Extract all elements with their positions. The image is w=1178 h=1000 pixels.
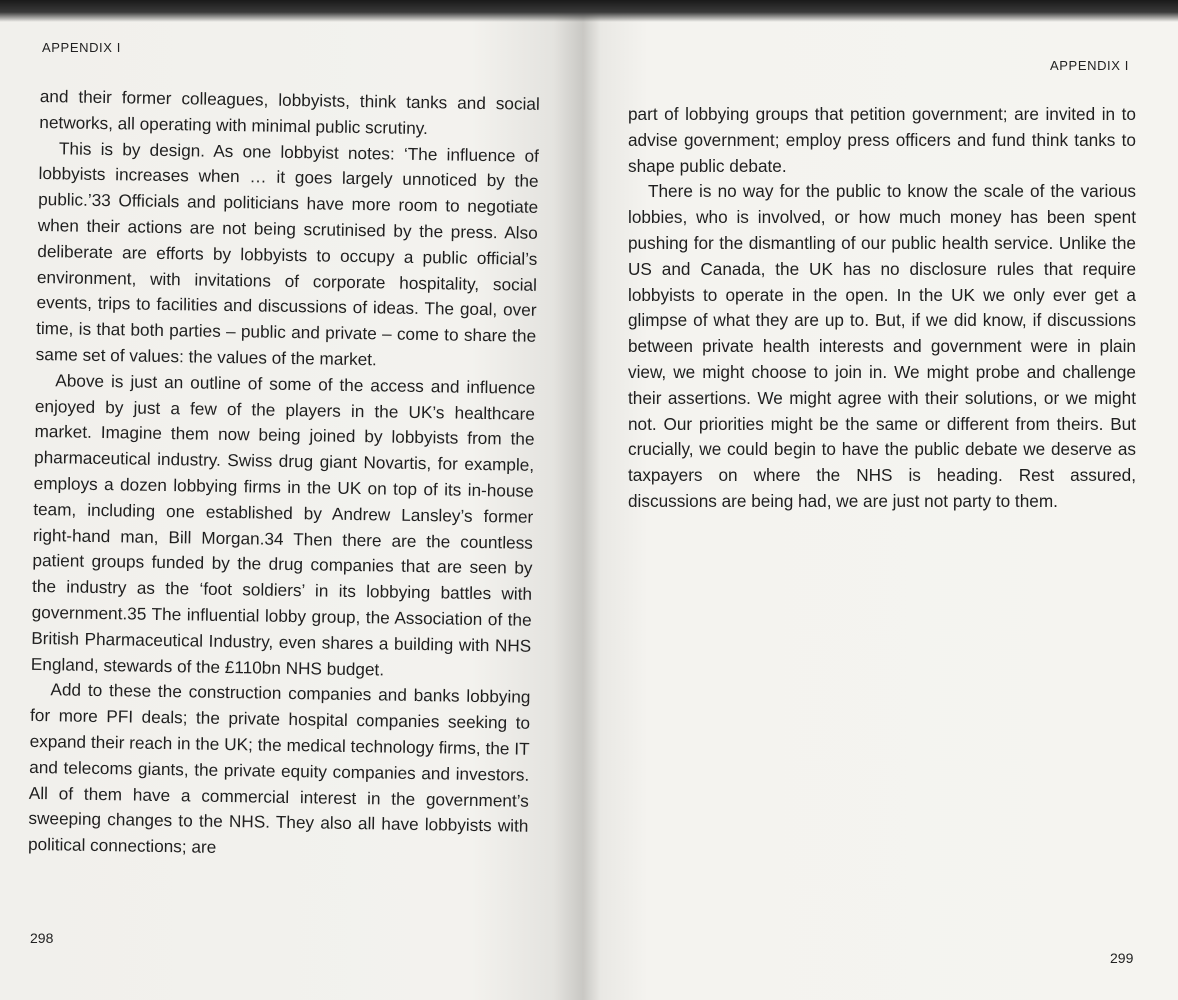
- page-number-left: 298: [30, 930, 54, 946]
- running-head-right: APPENDIX I: [1050, 58, 1129, 73]
- paragraph: part of lobbying groups that petition government; are invited in to advise government; employ press officers and fund think tanks to shape public debate.: [628, 104, 1136, 176]
- paragraph: Above is just an outline of some of the access and influence enjoyed by just a few of the players in the UK’s healthcare market. Imagine them now being joined by lobbyists from the pharmaceutical industry. Swiss drug giant Novartis, for example, employs a dozen lobbying firms in the UK on top of its in-house team, including one established by Andrew Lansley’s former right-hand man, Bill Morgan.34 Then there are the countless patient groups funded by the drug companies that are seen by the industry as the ‘foot soldiers’ in its lobbying battles with government.35 The influential lobby group, the Association of the British Pharmaceutical Industry, even shares a building with NHS England, stewards of the £110bn NHS budget.: [30, 370, 536, 680]
- running-head-left: APPENDIX I: [42, 40, 121, 55]
- paragraph: There is no way for the public to know the scale of the various lobbies, who is involved, or how much money has been spent pushing for the dismantling of our public health service. Unlike the US and Canada, the UK has no disclosure rules that require lobbyists to operate in the open. In the UK we only ever get a glimpse of what they are up to. But, if we did know, if discussions between private health interests and government were in plain view, we might choose to join in. We might probe and challenge their assertions. We might agree with their solutions, or we might not. Our priorities might be the same or different from theirs. But crucially, we could begin to have the public debate we deserve as taxpayers on where the NHS is heading. Rest assured, discussions are being had, we are just not party to them.: [628, 181, 1136, 511]
- right-page: [590, 0, 1178, 1000]
- paragraph: and their former colleagues, lobbyists, think tanks and social networks, all operating with minimal public scrutiny.: [39, 85, 540, 138]
- left-page: [0, 0, 578, 1000]
- left-page-body: [28, 84, 540, 866]
- page-number-right: 299: [1110, 950, 1134, 966]
- paragraph: Add to these the construction companies and banks lobbying for more PFI deals; the private hospital companies seeking to expand their reach in the UK; the medical technology firms, the IT and telecoms giants, the private equity companies and investors. All of them have a commercial interest in the government’s sweeping changes to the NHS. They also all have lobbyists with political connections; are: [27, 679, 531, 857]
- paragraph: This is by design. As one lobbyist notes: ‘The influence of lobbyists increases when … it goes largely unnoticed by the public.’33 Officials and politicians have more room to negotiate when their actions are not being scrutinised by the press. Also deliberate are efforts by lobbyists to occupy a public official’s environment, with invitations of corporate hospitality, social events, trips to facilities and discussions of ideas. The goal, over time, is that both parties – public and private – come to share the same set of values: the values of the market.: [35, 137, 540, 370]
- right-page-body: [628, 102, 1136, 515]
